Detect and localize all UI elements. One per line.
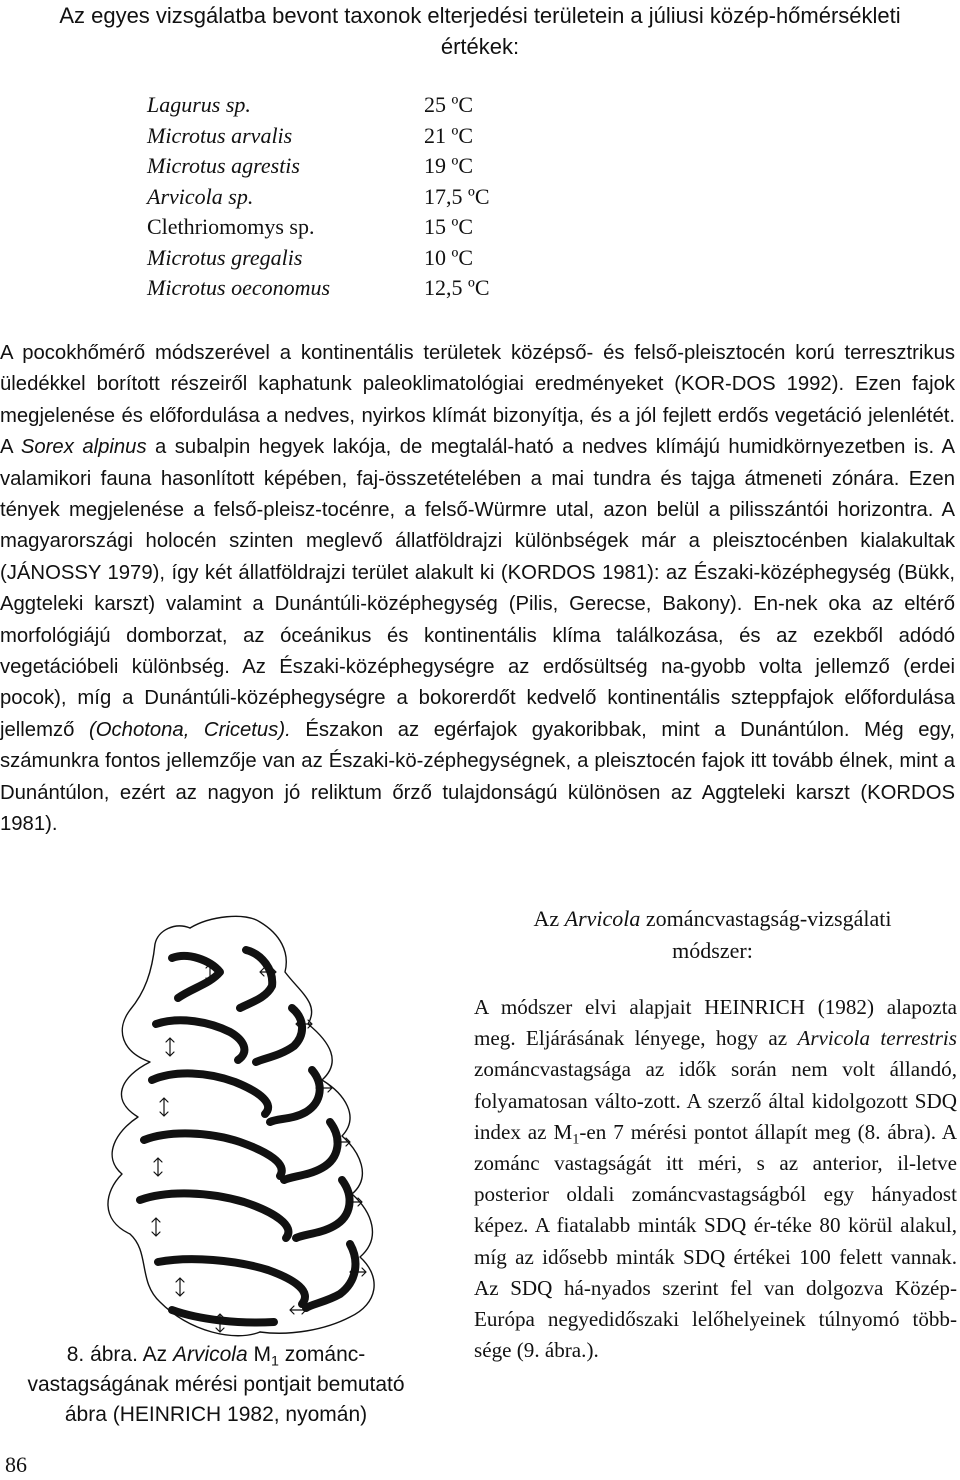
paragraph-text: tocénre, a felső-Würmre utal, azon belül a pilisszántói horizontra. A magyarországi holocén xyxy=(0,499,955,553)
paragraph-text: hányadost képez. A fiatalabb minták SDQ ér- xyxy=(474,1182,957,1238)
page-heading-line-2: értékek: xyxy=(440,34,520,59)
enamel-band xyxy=(284,1122,338,1180)
method-heading xyxy=(470,903,955,966)
measurement-arrow xyxy=(166,1038,174,1056)
enamel-band xyxy=(152,1073,268,1114)
species-name: Arvicola terrestris xyxy=(797,1026,957,1051)
heading-species: Arvicola xyxy=(564,906,641,931)
species-name: Sorex alpinus xyxy=(20,436,147,459)
tooth-subscript: 1 xyxy=(572,1131,580,1148)
caption-line xyxy=(0,1340,432,1370)
paragraph-text: 1979), így két állatföldrajzi terület alakult ki (KORDOS 1981): az Északi-középhegység xyxy=(107,561,892,584)
taxon-temperature: 17,5 ºC xyxy=(424,183,490,209)
paragraph-text: SDQ értékei 100 felett vannak. Az SDQ há- xyxy=(474,1244,957,1300)
enamel-band xyxy=(270,1070,320,1122)
paragraph-text: -en 7 mérési pontot állapít meg (8. ábra). xyxy=(579,1119,936,1144)
paragraph-text: és az ezekből adódó vegetációbeli különbség. Az Északi-középhegységre az erdősültség na- xyxy=(0,624,956,679)
taxon-temperature: 19 ºC xyxy=(424,153,473,178)
paragraph-text: zott. A szerző által kidolgozott SDQ index az xyxy=(474,1088,957,1144)
caption-text: zománc- xyxy=(278,1343,366,1366)
caption-subscript: 1 xyxy=(270,1353,279,1370)
paragraph-text: nek oka az eltérő morfológiájú domborzat, az óceánikus és kontinentális klíma találkozása, xyxy=(0,593,955,647)
taxon-name: Arvicola sp. xyxy=(147,183,254,209)
main-paragraph xyxy=(0,338,955,841)
page-heading xyxy=(0,0,960,62)
enamel-band xyxy=(140,1193,288,1238)
caption-species: Arvicola xyxy=(172,1343,248,1366)
taxon-temperature: 15 ºC xyxy=(424,214,473,239)
method-paragraph xyxy=(474,992,957,1366)
paragraph-text: negyedidőszaki lelőhelyeinek túlnyomó több- xyxy=(547,1307,957,1332)
paragraph-text: a subalpin hegyek lakója, de megtalál- xyxy=(146,436,515,459)
heading-text: zománcvastagság-vizsgálati xyxy=(640,906,892,931)
taxon-name: Microtus arvalis xyxy=(147,122,293,148)
heading-text: Az xyxy=(533,906,565,931)
taxa-row xyxy=(147,121,490,152)
paragraph-text: A zománc vastagságát itt méri, s az anterior, il- xyxy=(474,1119,957,1176)
page-number: 86 xyxy=(5,1452,27,1477)
taxon-name: Microtus agrestis xyxy=(147,153,300,178)
method-heading-line: módszer: xyxy=(672,937,753,963)
paragraph-text: alapozta meg. Eljárásának lényege, hogy az xyxy=(474,995,957,1051)
measurement-arrow xyxy=(152,1218,160,1236)
paragraph-text: gyakoribbak, mint a Dunántúlon. Még egy, számunkra fontos jellemzője van az Északi-kö- xyxy=(0,718,956,773)
taxa-row xyxy=(147,182,490,213)
measurement-arrow xyxy=(154,1158,162,1176)
paragraph-text: ható a nedves klímájú humidkörnyezetben is. A valamikori fauna hasonlított képében, faj- xyxy=(0,436,956,490)
enamel-band xyxy=(256,1008,302,1062)
paragraph-text: szinten meglevő állatföldrajzi különbségek már a pleisztocénben kialakultak (JÁNOSSY xyxy=(0,530,956,584)
paragraph-text: nyados szerint fel van dolgozva Közép-Európa xyxy=(474,1275,957,1332)
taxa-row xyxy=(147,212,490,243)
enamel-band xyxy=(240,950,272,1008)
tooth-enamel-measurement-figure xyxy=(60,912,432,1342)
paragraph-text: zéphegységnek, a pleisztocén fajok itt tovább élnek, mint a Dunántúlon, ezért az nagyon jó xyxy=(0,750,955,804)
enamel-band xyxy=(296,1180,350,1238)
taxon-name: Lagurus sp. xyxy=(147,92,251,117)
measurement-arrow xyxy=(290,1306,306,1314)
taxon-name: Microtus oeconomus xyxy=(147,275,331,300)
caption-tooth: M xyxy=(247,1343,271,1366)
paragraph-text: során nem volt állandó, folyamatosan válto- xyxy=(474,1057,957,1113)
species-names: (Ochotona, Cricetus). xyxy=(89,718,291,741)
taxon-temperature: 21 ºC xyxy=(424,122,473,148)
caption-line: vastagságának mérési pontjait bemutató xyxy=(27,1373,405,1396)
taxon-name: Clethriomomys sp. xyxy=(147,214,315,239)
paragraph-text: zománcvastagsága az idők xyxy=(474,1057,717,1082)
taxa-temperature-table xyxy=(147,90,490,304)
taxa-row xyxy=(147,90,490,121)
taxon-name: Microtus gregalis xyxy=(147,244,303,270)
method-heading-line xyxy=(470,903,955,935)
measurement-arrow xyxy=(334,1138,350,1146)
measurement-arrow xyxy=(346,1198,362,1206)
taxon-temperature: 10 ºC xyxy=(424,244,473,270)
paragraph-text: összetételében a mai tundra és tajga átmeneti zónára. Ezen tények megjelenése a felső-pleisz- xyxy=(0,467,955,522)
paragraph-text: Északon az egérfajok xyxy=(290,718,518,741)
paragraph-text: téke 80 körül alakul, míg az idősebb minták xyxy=(474,1213,957,1269)
paragraph-text: DOS 1992). Ezen fajok megjelenése és előfordulása a nedves, nyirkos klímát bizonyítja, és a xyxy=(0,373,955,427)
enamel-band xyxy=(172,956,220,998)
paragraph-text: A módszer elvi alapjait HEINRICH (1982) xyxy=(474,995,874,1019)
paragraph-text: sége (9. ábra.). xyxy=(474,1338,599,1363)
enamel-band xyxy=(306,1244,355,1308)
enamel-band xyxy=(156,1020,244,1060)
paragraph-text: reliktum őrző tulajdonságú különösen az Aggteleki karszt (KORDOS 1981). xyxy=(0,781,955,836)
taxon-temperature: 25 ºC xyxy=(424,92,473,117)
taxa-row xyxy=(147,273,490,304)
paragraph-text: terresztrikus üledékkel borított részeiről kaphatunk paleoklimatológiai eredményeket (KOR- xyxy=(0,342,955,396)
page-heading-line-1: Az egyes vizsgálatba bevont taxonok elterjedési területein a júliusi közép-hőmérsékleti xyxy=(59,3,901,28)
paragraph-text: jól fejlett erdős vegetáció jelenlétét. A xyxy=(0,404,955,459)
taxon-temperature: 12,5 ºC xyxy=(424,275,490,300)
paragraph-text: letve posterior oldali zománcvastagságból egy xyxy=(474,1151,957,1207)
tooth-label: M xyxy=(553,1119,573,1144)
measurement-arrow xyxy=(160,1098,168,1116)
caption-line: ábra (HEINRICH 1982, nyomán) xyxy=(64,1403,368,1426)
taxa-row xyxy=(147,151,490,182)
paragraph-text: kontinentális szteppfajok előfordulása jellemző xyxy=(0,687,956,741)
figure-caption xyxy=(0,1340,432,1430)
measurement-arrow xyxy=(316,1084,332,1092)
measurement-arrow xyxy=(176,1278,184,1296)
enamel-band xyxy=(144,1133,282,1176)
paragraph-text: gyobb volta jellemző (erdei pocok), míg a Dunántúli-középhegységre a bokorerdőt kedvelő xyxy=(0,656,955,710)
taxa-row xyxy=(147,243,490,274)
paragraph-text: A pocokhőmérő módszerével a kontinentális területek középső- és felső-pleisztocén korú xyxy=(0,342,835,364)
measurement-arrow xyxy=(206,964,214,982)
paragraph-text: (Bükk, Aggteleki karszt) valamint a Dunántúli-középhegység (Pilis, Gerecse, Bakony). En- xyxy=(0,561,955,616)
caption-text: 8. ábra. Az xyxy=(66,1343,173,1366)
